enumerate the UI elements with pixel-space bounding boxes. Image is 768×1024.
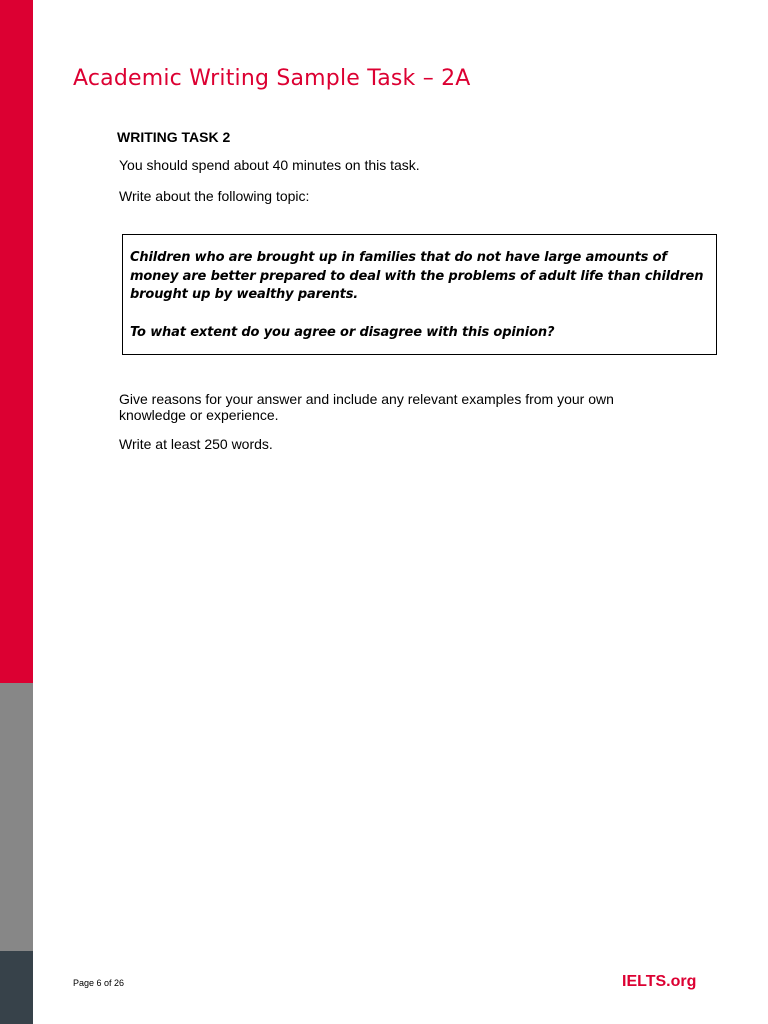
topic-intro: Write about the following topic: [119,188,310,204]
sidebar-grey-band [0,683,33,951]
task-heading: WRITING TASK 2 [117,129,231,145]
sidebar-red-band [0,0,33,683]
topic-statement: Children who are brought up in families that do not have large amounts of money are better prepared to deal with the problems of adult life than children brought up by wealthy parents. [130,250,704,302]
reasons-instruction: Give reasons for your answer and include any relevant examples from your own knowledge or experience. [119,391,614,423]
topic-box [122,234,717,355]
brand-logo[interactable]: IELTS.org [622,973,697,990]
time-instruction: You should spend about 40 minutes on this task. [119,157,420,173]
word-count-instruction: Write at least 250 words. [119,436,273,452]
sidebar-dark-band [0,951,33,1024]
page-number: Page 6 of 26 [73,978,125,988]
topic-question: To what extent do you agree or disagree with this opinion? [130,324,555,340]
page-title: Academic Writing Sample Task – 2A [73,66,471,91]
